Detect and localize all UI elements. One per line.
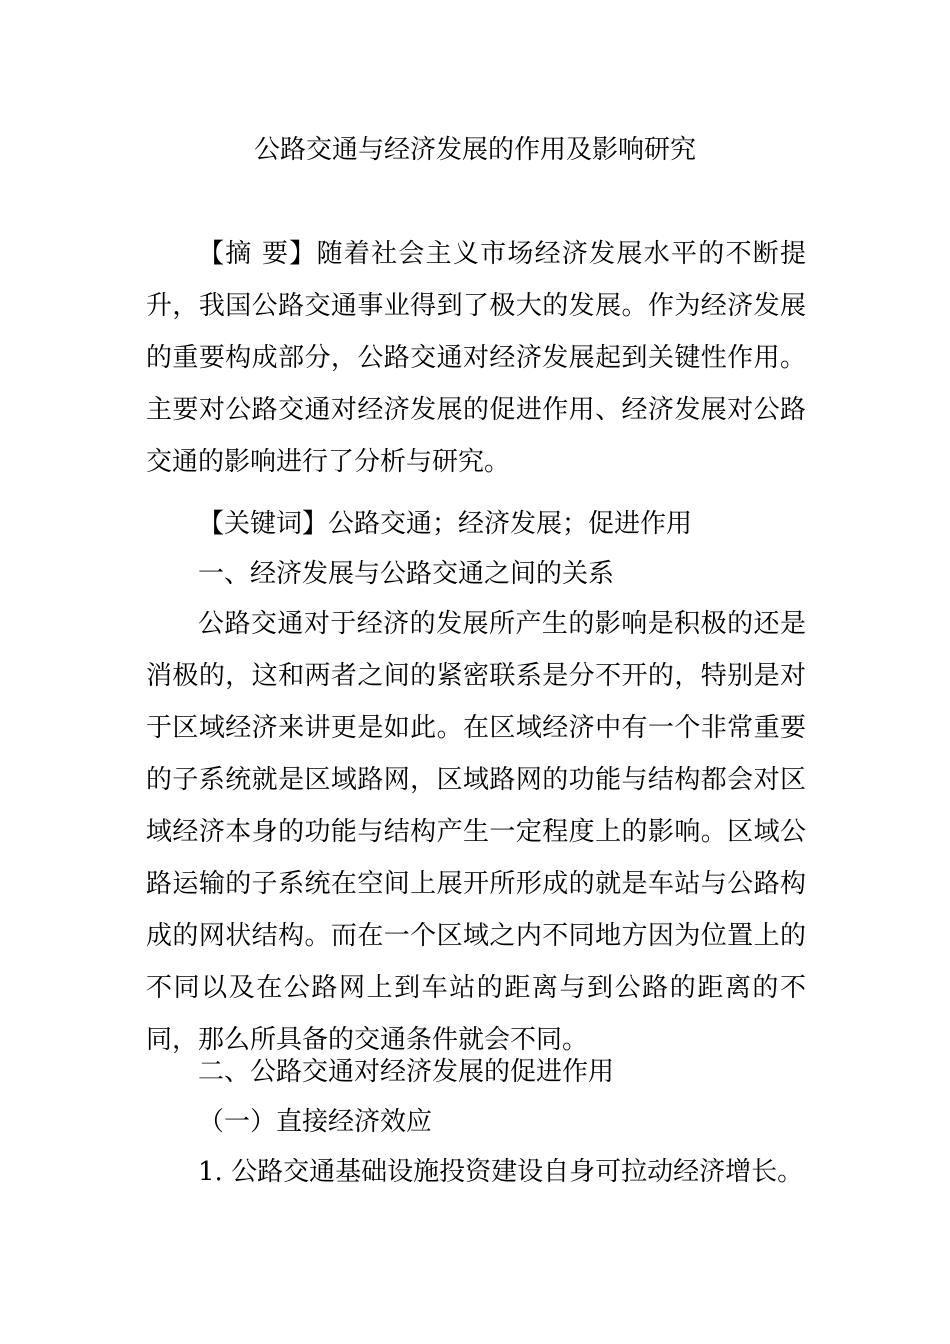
abstract-paragraph: 【摘 要】随着社会主义市场经济发展水平的不断提升，我国公路交通事业得到了极大的发展。作为经济发展的重要构成部分，公路交通对经济发展起到关键性作用。主要对公路交通对经济发展的促进作用、经济发展对公路交通的影响进行了分析与研究。 [146,239,806,477]
list-item-1: 1. 公路交通基础设施投资建设自身可拉动经济增长。 [198,1157,804,1187]
section-heading-2: 二、公路交通对经济发展的促进作用 [198,1057,615,1087]
section-1-paragraph: 公路交通对于经济的发展所产生的影响是积极的还是消极的，这和两者之间的紧密联系是分不开的，特别是对于区域经济来讲更是如此。在区域经济中有一个非常重要的子系统就是区域路网，区域路网的功能与结构都会对区域经济本身的功能与结构产生一定程度上的影响。区域公路运输的子系统在空间上展开所形成的就是车站与公路构成的网状结构。而在一个区域之内不同地方因为位置上的不同以及在公路网上到车站的距离与到公路的距离的不同，那么所具备的交通条件就会不同。 [146,609,806,1055]
keywords-line: 【关键词】公路交通；经济发展；促进作用 [198,509,693,539]
subsection-heading-1: （一）直接经济效应 [198,1107,433,1137]
document-title: 公路交通与经济发展的作用及影响研究 [253,135,696,165]
section-heading-1: 一、经济发展与公路交通之间的关系 [198,559,615,589]
